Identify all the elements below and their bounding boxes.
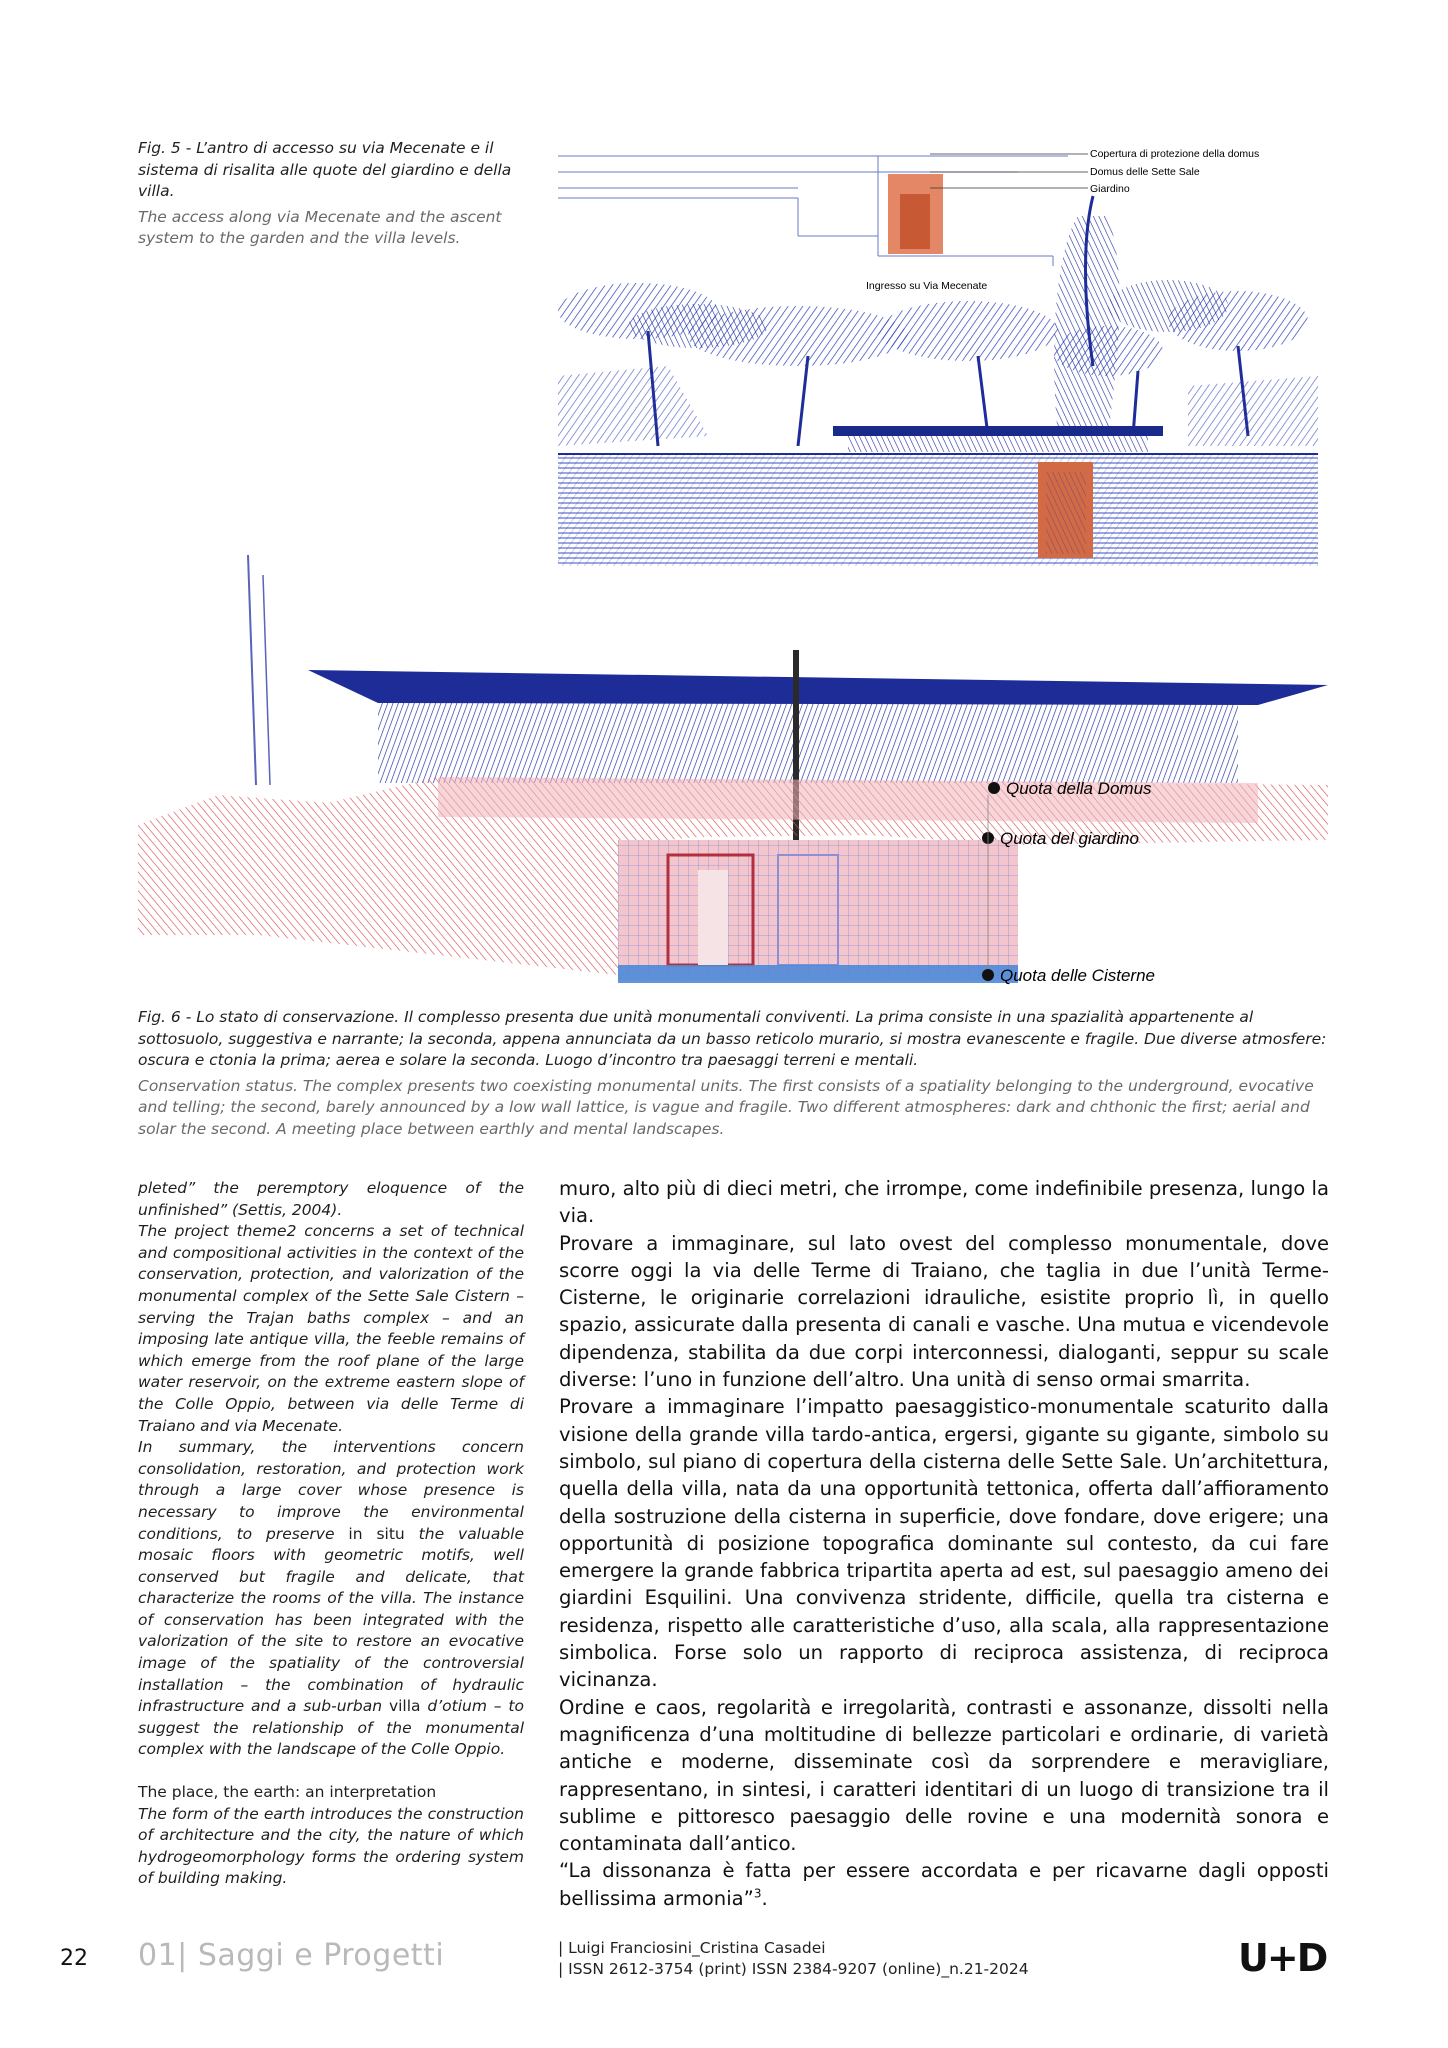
left-p3c: d’otium – to suggest the relationship of the monumental complex with the landscape of the Colle Oppio. xyxy=(138,1697,524,1759)
footnote-ref: 3 xyxy=(753,1886,762,1901)
fig6-label-domus: Quota della Domus xyxy=(1006,779,1152,798)
footer-authors: | Luigi Franciosini_Cristina Casadei xyxy=(558,1939,826,1957)
section-title: 01| Saggi e Progetti xyxy=(138,1938,445,1973)
journal-logo: U+D xyxy=(1238,1936,1327,1980)
right-p3: Provare a immaginare l’impatto paesaggistico-monumentale scaturito dalla visione della grande villa tardo-antica, ergersi, gigante su gigante, simbolo su simbolo, sul piano di copertura della cisterna delle Sette Sale. Un’architettura, quella della villa, nata da una opportunità tettonica, offerta dall’affioramento della sostruzione della cisterna in superficie, dove fondare, dove erigere; una opportunità di posizione topografica dominante sul contesto, da cui fare emergere la grande fabbrica tripartita aperta ad est, sul paesaggio ameno dei giardini Esquilini. Una convivenza stridente, difficile, quella tra cisterna e residenza, rispetto alle caratteristiche d’uso, alla scala, alla rappresentazione simbolica. Forse solo un rapporto di reciproca assistenza, di reciproca vicinanza. xyxy=(559,1395,1329,1692)
fig5-sketch xyxy=(548,136,1320,572)
fig6-section-sketch xyxy=(138,555,1328,990)
fig6-caption-it: Fig. 6 - Lo stato di conservazione. Il complesso presenta due unità monumentali conviventi. La prima consiste in una spazialità appartenente al sottosuolo, suggestiva e narrante; la seconda, appena annunciata da un basso reticolo murario, si mostra evanescente e fragile. Due diverse atmosfere: oscura e ctonia la prima; aerea e solare la seconda. Luogo d’incontro tra paesaggi terreni e mentali. xyxy=(138,1008,1327,1069)
fig5-label-entrance: Ingresso su Via Mecenate xyxy=(866,280,988,292)
right-column xyxy=(559,1175,1329,1912)
left-p4: The form of the earth introduces the construction of architecture and the city, the nature of which hydrogeomorphology forms the ordering system of building making. xyxy=(138,1804,524,1888)
fig5-caption xyxy=(138,138,523,250)
fig5-caption-en: The access along via Mecenate and the ascent system to the garden and the villa levels. xyxy=(138,207,502,247)
fig5-label-domus: Domus delle Sette Sale xyxy=(1090,166,1200,178)
left-p3b: the valuable mosaic floors with geometric motifs, well conserved but fragile and delicate, that characterize the rooms of the villa. The instance of conservation has been integrated with the valorization of the site to restore an evocative image of the spatiality of the controversial installation – the combination of hydraulic infrastructure and a sub-urban xyxy=(138,1524,524,1716)
fig6-caption xyxy=(138,1007,1328,1140)
right-p5 xyxy=(559,1857,1329,1912)
fig5-caption-it: Fig. 5 - L’antro di accesso su via Mecenate e il sistema di risalita alle quote del giardino e della villa. xyxy=(138,139,512,200)
left-p3-insitu: in situ xyxy=(348,1524,405,1543)
right-p2: Provare a immaginare, sul lato ovest del complesso monumentale, dove scorre oggi la via delle Terme di Traiano, che taglia in due l’unità Terme-Cisterne, le originarie correlazioni idrauliche, esistite proprio lì, in quello spazio, assicurate dalla presenta di canali e vasche. Una mutua e vicendevole dipendenza, stabilita da due corpi interconnessi, dialoganti, seppur su scale diverse: l’uno in funzione dell’altro. Una unità di senso ormai smarrita. xyxy=(559,1231,1329,1392)
left-p2: The project theme2 concerns a set of technical and compositional activities in the context of the conservation, protection, and valorization of the monumental complex of the Sette Sale Cistern – serving the Trajan baths complex – and an imposing late antique villa, the feeble remains of which emerge from the roof plane of the large water reservoir, on the extreme eastern slope of the Colle Oppio, between via delle Terme di Traiano and via Mecenate. xyxy=(138,1222,524,1435)
left-p1: pleted” the peremptory eloquence of the unfinished” (Settis, 2004). xyxy=(138,1179,524,1219)
footer-issn: | ISSN 2612-3754 (print) ISSN 2384-9207 (online)_n.21-2024 xyxy=(558,1960,1029,1978)
fig6-caption-en: Conservation status. The complex presents two coexisting monumental units. The first consists of a spatiality belonging to the underground, evocative and telling; the second, barely announced by a low wall lattice, is vague and fragile. Two different atmospheres: dark and chthonic the first; aerial and solar the second. A meeting place between earthly and mental landscapes. xyxy=(138,1076,1314,1138)
right-p4: Ordine e caos, regolarità e irregolarità, contrasti e assonanze, dissolti nella magnificenza d’una moltitudine di bellezze particolari e ordinarie, di varietà antiche e moderne, disseminate così da sorprendere e meravigliare, rappresentano, in sintesi, i caratteri identitari di un luogo di transizione tra il sublime e pittoresco paesaggio delle rovine e una modernità sonora e contaminata dall’antico. xyxy=(559,1695,1329,1856)
fig6-label-garden: Quota del giardino xyxy=(1000,829,1139,848)
fig5-label-garden: Giardino xyxy=(1090,183,1130,195)
page-number: 22 xyxy=(60,1946,88,1971)
left-p3 xyxy=(138,1437,524,1761)
footer-info xyxy=(558,1938,1029,1980)
right-quote-end: . xyxy=(761,1886,768,1910)
right-p1: muro, alto più di dieci metri, che irrompe, come indefinibile presenza, lungo la via. xyxy=(559,1177,1329,1228)
marker-cisterns xyxy=(982,969,994,981)
left-column xyxy=(138,1178,524,1890)
fig5-label-cover: Copertura di protezione della domus xyxy=(1090,148,1260,160)
left-heading: The place, the earth: an interpretation xyxy=(138,1783,437,1802)
left-p3-villa: villa xyxy=(388,1697,421,1716)
marker-domus xyxy=(988,782,1000,794)
fig6-label-cisterns: Quota delle Cisterne xyxy=(1000,966,1155,985)
right-quote: “La dissonanza è fatta per essere accordata e per ricavarne dagli opposti bellissima armonia” xyxy=(559,1859,1329,1910)
left-p3a: In summary, the interventions concern consolidation, restoration, and protection work through a large cover whose presence is necessary to improve the environmental conditions, to preserve xyxy=(138,1438,524,1543)
